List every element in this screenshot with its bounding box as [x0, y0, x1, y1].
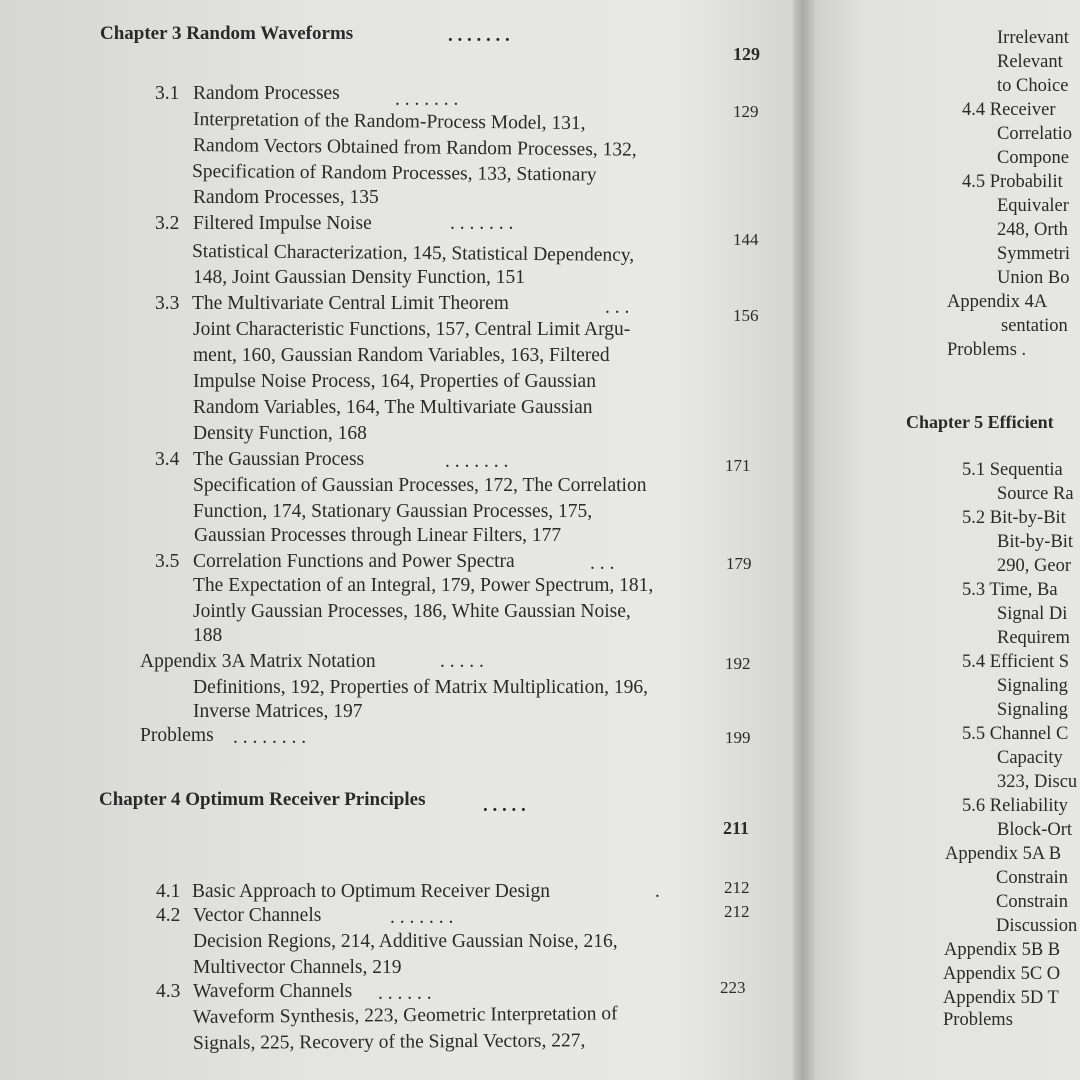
entry-4-2-sub-line-2: Multivector Channels, 219 — [193, 957, 402, 978]
entry-4-2-page: 212 — [724, 902, 750, 921]
entry-3-3-sub-line-1: Joint Characteristic Functions, 157, Central Limit Argu- — [193, 319, 631, 340]
entry-4-3-title: Waveform Channels — [193, 981, 353, 1002]
entry-3-1-page: 129 — [733, 102, 759, 121]
entry-4-1-dots: . — [655, 881, 660, 902]
problems-ch3-title: Problems — [140, 725, 214, 746]
entry-3-5-page: 179 — [726, 554, 752, 573]
entry-4-1-number: 4.1 — [156, 881, 181, 902]
entry-3-5-sub-line-2: Jointly Gaussian Processes, 186, White Gaussian Noise, — [193, 601, 631, 622]
chapter-3-page: 129 — [733, 44, 760, 64]
entry-3-5-title: Correlation Functions and Power Spectra — [193, 551, 515, 572]
right-line: Appendix 5D T — [943, 988, 1059, 1008]
right-line: Symmetri — [997, 244, 1070, 264]
right-line: Compone — [997, 148, 1069, 168]
right-line: Block-Ort — [997, 820, 1073, 840]
right-line: 248, Orth — [997, 220, 1068, 240]
right-line: Signaling — [997, 676, 1068, 696]
right-line: 5.3 Time, Ba — [962, 580, 1058, 600]
entry-4-3-number: 4.3 — [156, 981, 181, 1002]
entry-3-2-sub-line-1: Statistical Characterization, 145, Statistical Dependency, — [191, 241, 635, 266]
right-line: Signal Di — [997, 604, 1068, 624]
entry-3-5-sub-line-1: The Expectation of an Integral, 179, Power Spectrum, 181, — [193, 575, 654, 596]
appendix-3a-sub-line-1: Definitions, 192, Properties of Matrix Multiplication, 196, — [193, 677, 648, 698]
right-line: Appendix 5C O — [943, 964, 1061, 984]
entry-3-4-sub-line-1: Specification of Gaussian Processes, 172, The Correlation — [193, 475, 647, 496]
right-line: Source Ra — [997, 484, 1074, 504]
appendix-3a-page: 192 — [725, 654, 751, 673]
right-line: to Choice — [997, 76, 1069, 96]
entry-3-1-sub-line-2: Random Vectors Obtained from Random Processes, 132, — [192, 135, 637, 161]
right-line: 5.6 Reliability — [962, 796, 1068, 816]
entry-3-3-number: 3.3 — [155, 293, 180, 314]
entry-3-3-dots: . . . — [605, 297, 630, 318]
right-line: Correlatio — [997, 124, 1073, 144]
right-line: Discussion — [996, 916, 1078, 936]
entry-3-4-number: 3.4 — [155, 449, 180, 470]
entry-3-1-title: Random Processes — [193, 83, 340, 104]
right-line: Equivaler — [997, 196, 1069, 216]
entry-4-2-sub-line-1: Decision Regions, 214, Additive Gaussian Noise, 216, — [193, 931, 618, 952]
entry-3-1-number: 3.1 — [155, 83, 180, 104]
right-line: 5.4 Efficient S — [962, 652, 1070, 672]
entry-4-3-sub-line-1: Waveform Synthesis, 223, Geometric Interpretation of — [192, 1003, 618, 1028]
entry-3-2-sub-line-2: 148, Joint Gaussian Density Function, 151 — [193, 267, 526, 288]
right-line: Problems . — [947, 340, 1027, 360]
right-line: 4.5 Probabilit — [962, 172, 1063, 192]
right-line: 5.2 Bit-by-Bit — [962, 508, 1066, 528]
entry-3-4-title: The Gaussian Process — [193, 449, 365, 470]
right-chapter-5-heading: Chapter 5 Efficient — [906, 412, 1054, 432]
chapter-4-heading: Chapter 4 Optimum Receiver Principles — [99, 789, 426, 810]
entry-3-2-number: 3.2 — [155, 213, 180, 234]
entry-4-1-page: 212 — [724, 878, 750, 897]
right-line: sentation — [1001, 316, 1068, 336]
chapter-4-page: 211 — [723, 818, 750, 838]
entry-4-2-title: Vector Channels — [193, 905, 322, 926]
entry-3-2-title: Filtered Impulse Noise — [193, 213, 372, 234]
entry-4-2-number: 4.2 — [156, 905, 181, 926]
entry-3-2-dots: . . . . . . . — [450, 213, 514, 234]
entry-3-4-sub-line-2: Function, 174, Stationary Gaussian Processes, 175, — [193, 501, 593, 522]
entry-3-3-sub-line-3: Impulse Noise Process, 164, Properties of Gaussian — [193, 371, 596, 392]
entry-3-4-dots: . . . . . . . — [445, 451, 509, 472]
right-line: Constrain — [996, 892, 1068, 912]
entry-4-3-page: 223 — [720, 978, 746, 997]
entry-3-1-sub-line-1: Interpretation of the Random-Process Model, 131, — [192, 109, 586, 135]
book-gutter — [793, 0, 815, 1080]
chapter-4-dots: . . . . . — [483, 795, 526, 816]
right-line: Signaling — [997, 700, 1068, 720]
right-line: 5.1 Sequentia — [962, 460, 1063, 480]
right-line: Irrelevant — [997, 28, 1069, 48]
problems-ch3-page: 199 — [725, 728, 751, 747]
entry-3-3-sub-line-2: ment, 160, Gaussian Random Variables, 163, Filtered — [193, 345, 610, 366]
right-line: 323, Discu — [997, 772, 1078, 792]
problems-ch3-dots: . . . . . . . . — [233, 727, 307, 748]
entry-4-3-sub-line-2: Signals, 225, Recovery of the Signal Vectors, 227, — [192, 1030, 586, 1054]
right-line: Appendix 4A — [947, 292, 1048, 312]
right-line: 5.5 Channel C — [962, 724, 1069, 744]
right-page — [815, 0, 1080, 1080]
entry-3-4-sub-line-3: Gaussian Processes through Linear Filters, 177 — [194, 525, 562, 546]
right-line: Union Bo — [997, 268, 1070, 288]
entry-4-2-dots: . . . . . . . — [390, 907, 454, 928]
right-line: Appendix 5A B — [945, 844, 1062, 864]
entry-3-3-title: The Multivariate Central Limit Theorem — [192, 293, 509, 314]
appendix-3a-title: Appendix 3A Matrix Notation — [140, 651, 376, 672]
entry-3-3-sub-line-5: Density Function, 168 — [193, 423, 367, 444]
right-line: Capacity — [997, 748, 1063, 768]
right-line: Requirem — [997, 628, 1070, 648]
entry-3-1-sub-line-3: Specification of Random Processes, 133, Stationary — [191, 161, 597, 186]
appendix-3a-sub-line-2: Inverse Matrices, 197 — [193, 701, 363, 722]
chapter-3-dots: . . . . . . . — [448, 25, 510, 46]
right-line: Constrain — [996, 868, 1068, 888]
right-line: 4.4 Receiver — [962, 100, 1056, 120]
entry-4-3-dots: . . . . . . — [378, 983, 432, 1004]
entry-3-1-dots: . . . . . . . — [395, 89, 459, 110]
entry-3-3-page: 156 — [733, 306, 759, 325]
entry-3-5-sub-line-3: 188 — [193, 625, 223, 646]
right-line: Relevant — [997, 52, 1063, 72]
chapter-3-heading: Chapter 3 Random Waveforms — [100, 23, 354, 44]
right-line: Appendix 5B B — [944, 940, 1061, 960]
right-line: 290, Geor — [997, 556, 1071, 576]
appendix-3a-dots: . . . . . — [440, 651, 484, 672]
entry-4-1-title: Basic Approach to Optimum Receiver Design — [192, 881, 550, 902]
entry-3-4-page: 171 — [725, 456, 751, 475]
entry-3-1-sub-line-4: Random Processes, 135 — [193, 187, 379, 208]
entry-3-5-dots: . . . — [590, 553, 615, 574]
right-line: Problems — [943, 1010, 1013, 1030]
entry-3-2-page: 144 — [733, 230, 759, 249]
right-line: Bit-by-Bit — [997, 532, 1074, 552]
entry-3-3-sub-line-4: Random Variables, 164, The Multivariate Gaussian — [193, 397, 593, 418]
entry-3-5-number: 3.5 — [155, 551, 180, 572]
